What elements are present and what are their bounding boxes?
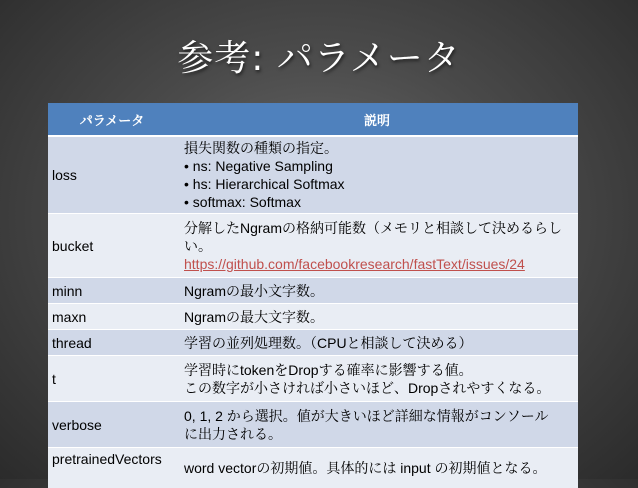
bullet-item: • ns: Negative Sampling bbox=[184, 157, 574, 175]
param-name: t bbox=[48, 356, 176, 402]
parameter-table-container bbox=[48, 103, 578, 488]
parameter-table bbox=[48, 103, 578, 488]
param-description bbox=[176, 214, 578, 278]
table-row bbox=[48, 448, 578, 488]
description-line: 損失関数の種類の指定。 bbox=[184, 140, 338, 156]
github-issue-link[interactable]: https://github.com/facebookresearch/fastText/issues/24 bbox=[184, 255, 525, 272]
bullet-item: • hs: Hierarchical Softmax bbox=[184, 175, 574, 193]
description-line: この数字が小さければ小さいほど、Dropされやすくなる。 bbox=[184, 379, 551, 396]
param-description: word vectorの初期値。具体的には input の初期値となる。 bbox=[176, 448, 578, 488]
param-description bbox=[176, 136, 578, 214]
bullet-item: • softmax: Softmax bbox=[184, 193, 574, 211]
description-line: 学習時にtokenをDropする確率に影響する値。 bbox=[184, 361, 473, 378]
param-name: verbose bbox=[48, 402, 176, 448]
param-description bbox=[176, 402, 578, 448]
table-row bbox=[48, 214, 578, 278]
param-name: pretrainedVectors bbox=[48, 448, 176, 488]
param-name: minn bbox=[48, 278, 176, 304]
param-name: thread bbox=[48, 330, 176, 356]
param-description: Ngramの最小文字数。 bbox=[176, 278, 578, 304]
header-description: 説明 bbox=[176, 103, 578, 136]
table-row bbox=[48, 356, 578, 402]
description-line: 分解したNgramの格納可能数（メモリと相談して決めるらし bbox=[184, 219, 563, 236]
param-description bbox=[176, 356, 578, 402]
slide-title: 参考: パラメータ bbox=[177, 38, 461, 79]
header-parameter: パラメータ bbox=[48, 103, 176, 136]
table-header-row bbox=[48, 103, 578, 136]
table-row bbox=[48, 402, 578, 448]
description-line: 0, 1, 2 から選択。値が大きいほど詳細な情報がコンソール bbox=[184, 407, 549, 424]
table-row bbox=[48, 304, 578, 330]
param-name: maxn bbox=[48, 304, 176, 330]
table-row bbox=[48, 330, 578, 356]
table-row bbox=[48, 278, 578, 304]
param-name: bucket bbox=[48, 214, 176, 278]
description-line: い。 bbox=[184, 237, 212, 254]
description-line: に出力される。 bbox=[184, 425, 282, 442]
param-description: Ngramの最大文字数。 bbox=[176, 304, 578, 330]
param-name: loss bbox=[48, 136, 176, 214]
param-description: 学習の並列処理数。（CPUと相談して決める） bbox=[176, 330, 578, 356]
table-row bbox=[48, 136, 578, 214]
